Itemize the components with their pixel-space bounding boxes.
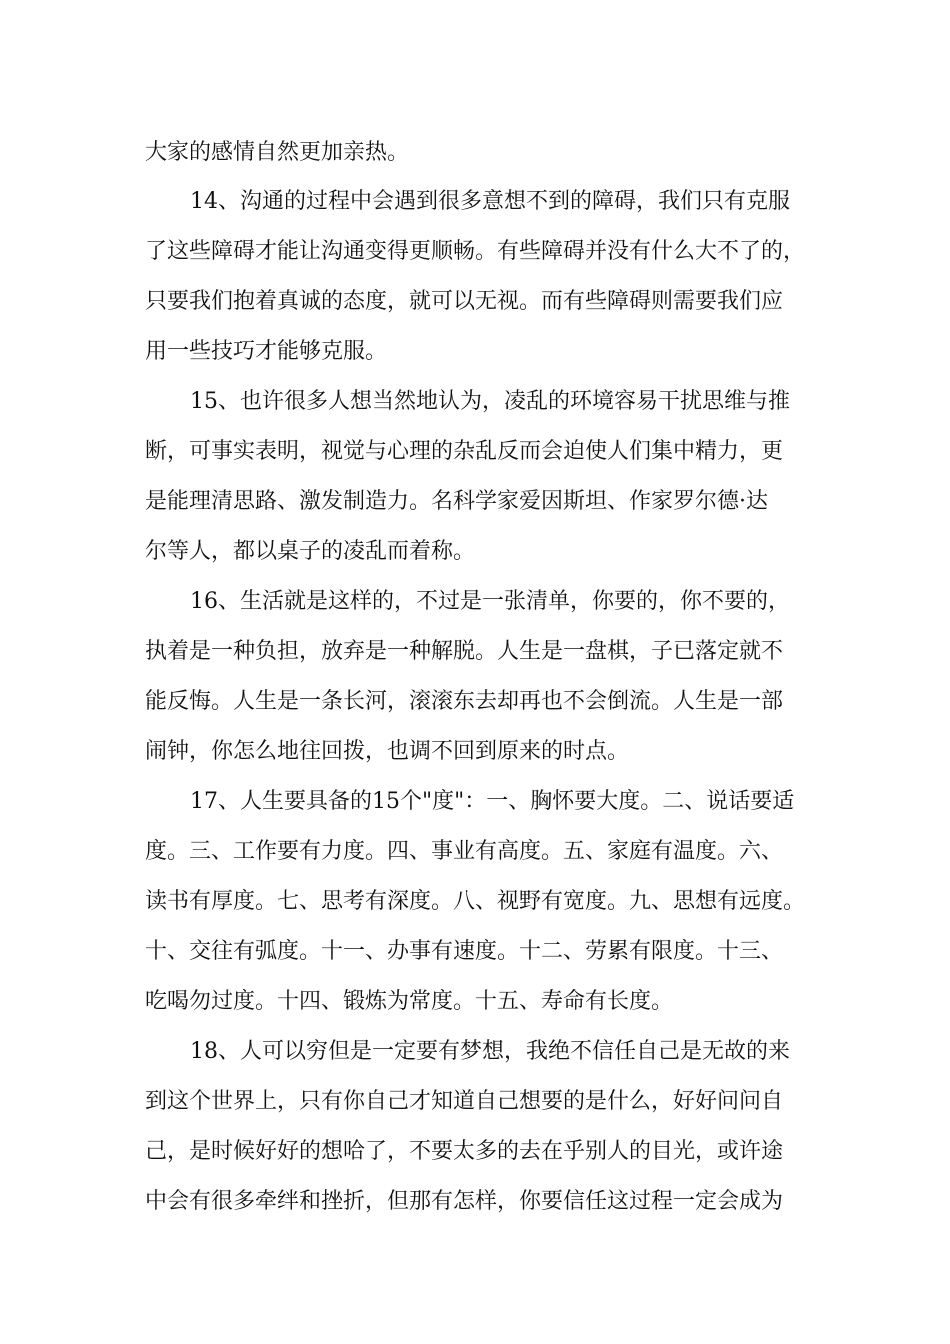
text-line: 是能理清思路、激发制造力。名科学家爱因斯坦、作家罗尔德·达 — [145, 489, 768, 514]
text-line: 执着是一种负担，放弃是一种解脱。人生是一盘棋，子已落定就不 — [145, 639, 784, 664]
text-line: 能反悔。人生是一条长河，滚滚东去却再也不会倒流。人生是一部 — [145, 689, 784, 714]
paragraph-15-line: 15、也许很多人想当然地认为，凌乱的环境容易干扰思维与推 — [190, 389, 790, 414]
paragraph-14-line: 14、沟通的过程中会遇到很多意想不到的障碍，我们只有克服 — [190, 189, 790, 214]
paragraph-18-line: 18、人可以穷但是一定要有梦想，我绝不信任自己是无故的来 — [190, 1039, 790, 1064]
paragraph-17-line: 17、人生要具备的15个"度"：一、胸怀要大度。二、说话要适 — [190, 789, 795, 814]
text-line: 到这个世界上，只有你自己才知道自己想要的是什么，好好问问自 — [145, 1089, 784, 1114]
text-line: 读书有厚度。七、思考有深度。八、视野有宽度。九、思想有远度。 — [145, 889, 806, 914]
text-line: 十、交往有弧度。十一、办事有速度。十二、劳累有限度。十三、 — [145, 939, 784, 964]
text-line: 大家的感情自然更加亲热。 — [145, 140, 410, 165]
text-line: 吃喝勿过度。十四、锻炼为常度。十五、寿命有长度。 — [145, 989, 674, 1014]
paragraph-16-line: 16、生活就是这样的，不过是一张清单，你要的，你不要的， — [190, 589, 790, 614]
text-line: 己，是时候好好的想哈了，不要太多的去在乎别人的目光，或许途 — [145, 1139, 784, 1164]
text-line: 中会有很多牵绊和挫折，但那有怎样，你要信任这过程一定会成为 — [145, 1189, 784, 1214]
text-line: 尔等人，都以桌子的凌乱而着称。 — [145, 539, 476, 564]
text-line: 只要我们抱着真诚的态度，就可以无视。而有些障碍则需要我们应 — [145, 289, 784, 314]
text-line: 用一些技巧才能够克服。 — [145, 339, 388, 364]
text-line: 度。三、工作要有力度。四、事业有高度。五、家庭有温度。六、 — [145, 839, 784, 864]
text-line: 了这些障碍才能让沟通变得更顺畅。有些障碍并没有什么大不了的， — [145, 239, 806, 264]
text-line: 断，可事实表明，视觉与心理的杂乱反而会迫使人们集中精力，更 — [145, 439, 784, 464]
text-line: 闹钟，你怎么地往回拨，也调不回到原来的时点。 — [145, 739, 630, 764]
